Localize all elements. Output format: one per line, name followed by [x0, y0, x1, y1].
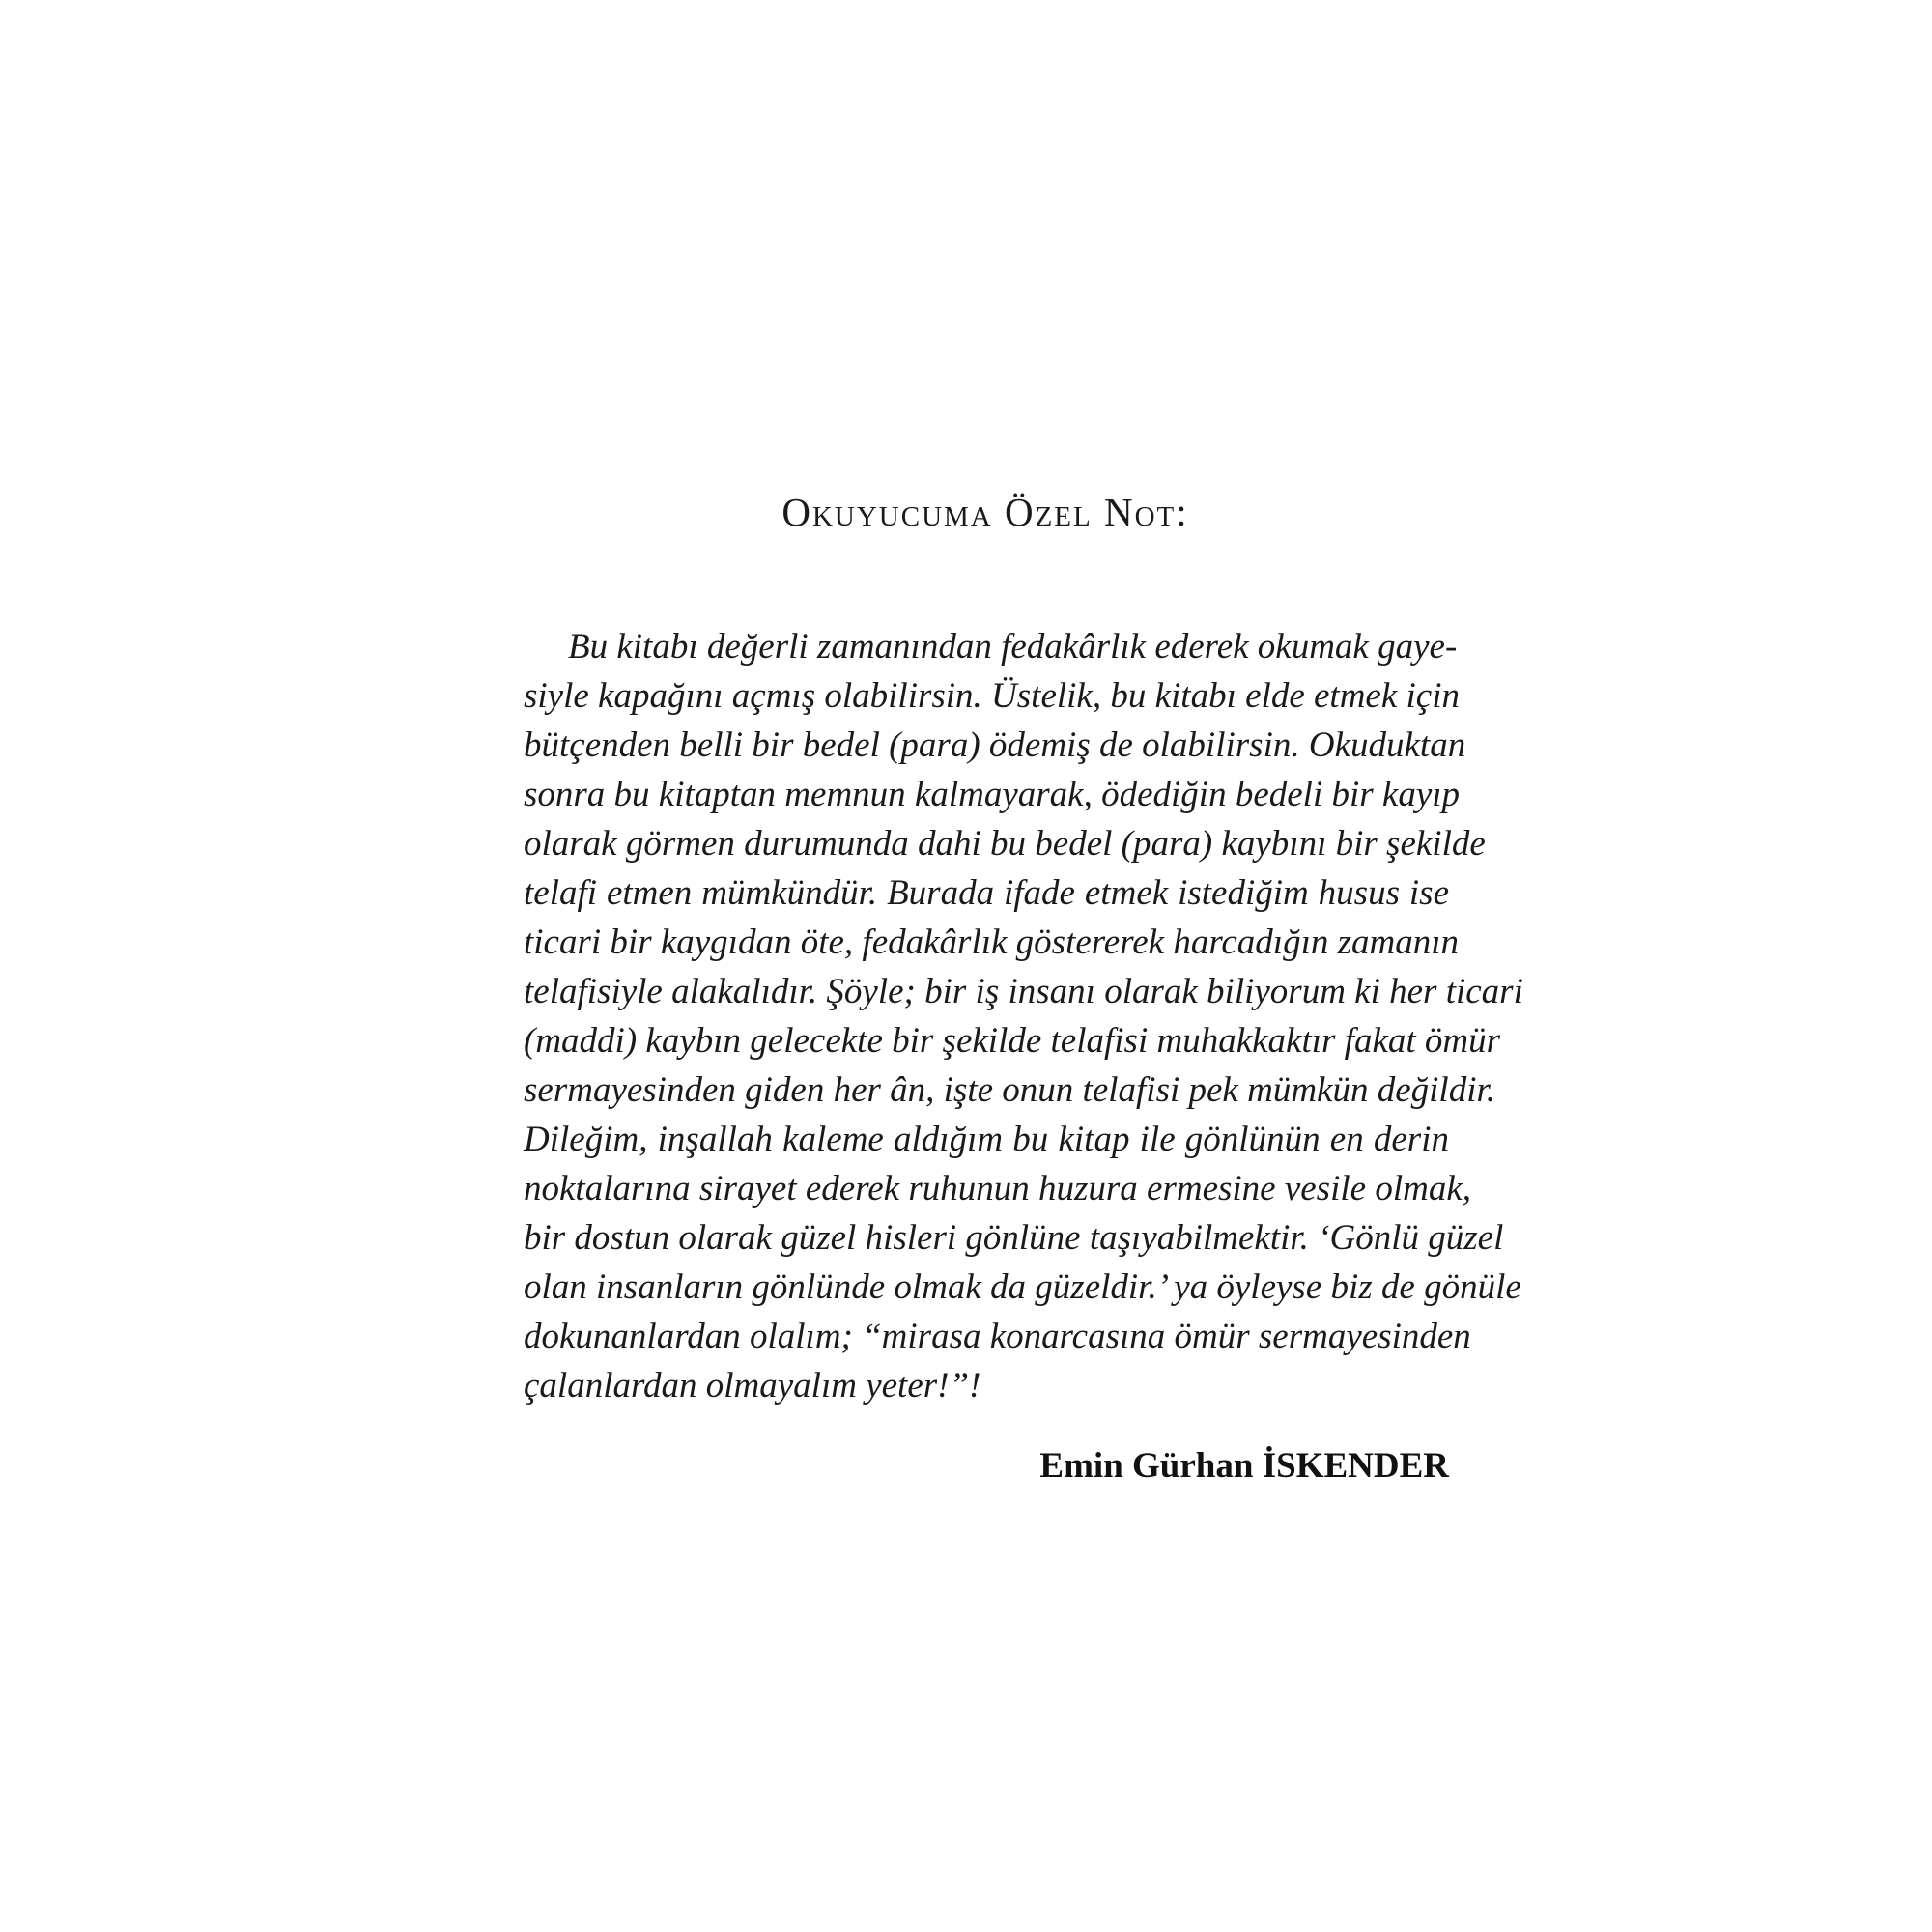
- body-line: olan insanların gönlünde olmak da güzeldir.’ ya öyleyse biz de gönüle: [524, 1267, 1521, 1307]
- body-line: çalanlardan olmayalım yeter!”!: [524, 1366, 981, 1406]
- body-line: sermayesinden giden her ân, işte onun telafisi pek mümkün değildir.: [524, 1070, 1496, 1110]
- author-signature: Emin Gürhan İSKENDER: [1039, 1446, 1449, 1486]
- body-line: siyle kapağını açmış olabilirsin. Üstelik, bu kitabı elde etmek için: [524, 676, 1460, 716]
- page-title: Okuyucuma Özel Not:: [781, 490, 1189, 534]
- body-line: telafi etmen mümkündür. Burada ifade etmek istediğim husus ise: [524, 873, 1449, 913]
- body-line: (maddi) kaybın gelecekte bir şekilde telafisi muhakkaktır fakat ömür: [524, 1021, 1501, 1061]
- body-line: dokunanlardan olalım; “mirasa konarcasına ömür sermayesinden: [524, 1317, 1471, 1356]
- body-line: sonra bu kitaptan memnun kalmayarak, ödediğin bedeli bir kayıp: [524, 775, 1461, 814]
- body-line: Dileğim, inşallah kaleme aldığım bu kitap ile gönlünün en derin: [524, 1120, 1449, 1159]
- body-line: olarak görmen durumunda dahi bu bedel (para) kaybını bir şekilde: [524, 824, 1486, 864]
- body-line: bir dostun olarak güzel hisleri gönlüne taşıyabilmektir. ‘Gönlü güzel: [524, 1218, 1504, 1258]
- body-line: telafisiyle alakalıdır. Şöyle; bir iş insanı olarak biliyorum ki her ticari: [524, 972, 1523, 1011]
- body-line: noktalarına sirayet ederek ruhunun huzura ermesine vesile olmak,: [524, 1169, 1471, 1208]
- note-body: [524, 622, 1523, 1410]
- body-line: Bu kitabı değerli zamanından fedakârlık ederek okumak gaye-: [568, 627, 1458, 667]
- body-line: bütçenden belli bir bedel (para) ödemiş de olabilirsin. Okuduktan: [524, 725, 1466, 765]
- body-line: ticari bir kaygıdan öte, fedakârlık göstererek harcadığın zamanın: [524, 923, 1459, 962]
